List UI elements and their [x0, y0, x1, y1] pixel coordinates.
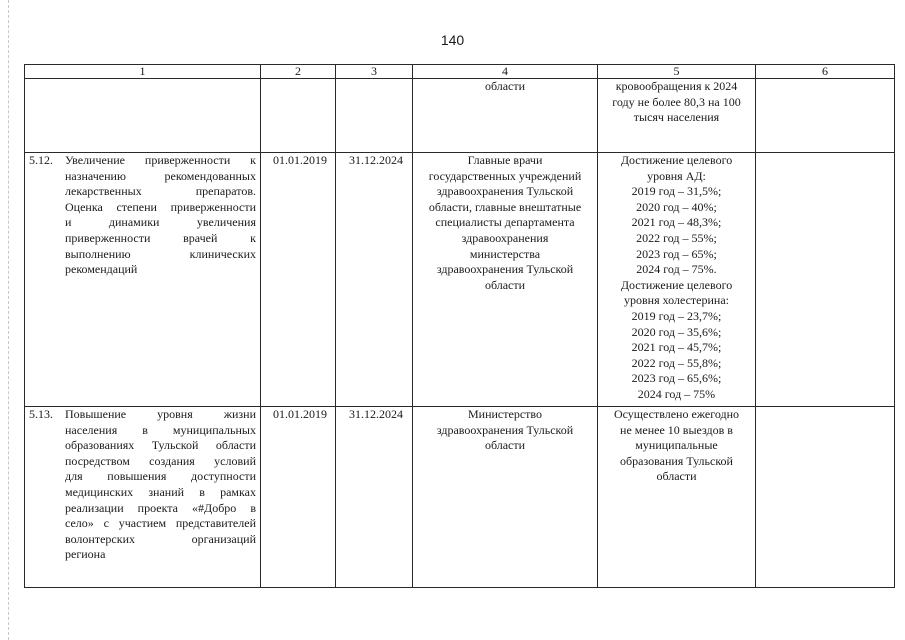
description-line: Увеличение приверженности к [65, 153, 256, 167]
description-line: населения в муниципальных [65, 422, 256, 437]
result-line: Достижение целевого [620, 153, 733, 167]
row-number: 5.12. [29, 153, 53, 167]
description-line: село» с участием представителей [65, 516, 256, 531]
description-line: образованиях Тульской области [65, 438, 256, 453]
description-line: для повышения доступности [65, 469, 256, 484]
responsible-line: специалисты департамента [435, 215, 575, 230]
result-line: 2020 год – 35,6%; [631, 324, 722, 339]
cont-result-line: году не более 80,3 на 100 [612, 94, 741, 109]
description-line: реализации проекта «#Добро в [65, 500, 256, 515]
description-line: рекомендаций [65, 262, 138, 277]
description-line: Повышение уровня жизни [65, 407, 256, 421]
result-line: 2022 год – 55%; [636, 230, 717, 245]
measures-table [24, 64, 895, 588]
result-line: 2023 год – 65,6%; [631, 371, 722, 386]
responsible-line: министерства [469, 246, 541, 261]
result-line: муниципальные [635, 438, 718, 453]
result-line: 2019 год – 23,7%; [631, 308, 722, 323]
result-line: 2022 год – 55,8%; [631, 355, 722, 370]
column-header-2: 2 [261, 65, 336, 79]
cont-col2 [261, 79, 336, 153]
description-line: выполнению клинических [65, 246, 256, 261]
cont-responsible [413, 79, 598, 153]
result-line: Достижение целевого [620, 277, 733, 292]
cont-result [598, 79, 756, 153]
responsible-line: Главные врачи [467, 153, 543, 167]
table-row-5-12 [25, 153, 895, 407]
table-row-5-13 [25, 407, 895, 588]
responsible-line: Министерство [468, 407, 542, 421]
row-5-12-note [756, 153, 895, 407]
cont-col3 [336, 79, 413, 153]
result-line: 2023 год – 65%; [636, 246, 717, 261]
result-line: не менее 10 выездов в [620, 422, 733, 437]
description-line: и динамики увеличения [65, 215, 256, 230]
description-line: приверженности врачей к [65, 230, 256, 245]
row-5-12-end-date: 31.12.2024 [336, 153, 413, 407]
column-header-3: 3 [336, 65, 413, 79]
row-5-13-end-date: 31.12.2024 [336, 407, 413, 588]
responsible-line: области [484, 438, 526, 453]
result-line: 2024 год – 75% [637, 386, 716, 401]
row-5-12-description-cell [25, 153, 261, 407]
cont-note [756, 79, 895, 153]
row-5-13-description-cell [25, 407, 261, 588]
responsible-line: здравоохранения Тульской [436, 184, 574, 199]
page-margin-line [8, 0, 9, 640]
cont-responsible-text: области [484, 79, 526, 93]
result-line: 2021 год – 45,7%; [631, 340, 722, 355]
description-line: волонтерских организаций [65, 531, 256, 546]
column-header-5: 5 [598, 65, 756, 79]
description-line: медицинских знаний в рамках [65, 484, 256, 499]
result-line: уровня АД: [647, 168, 706, 183]
result-line: 2019 год – 31,5%; [631, 184, 722, 199]
result-line: уровня холестерина: [623, 293, 729, 308]
page-number: 140 [440, 32, 465, 48]
description-line: Оценка степени приверженности [65, 199, 256, 214]
row-5-13-result [598, 407, 756, 588]
result-line: 2021 год – 48,3%; [631, 215, 722, 230]
row-5-13-note [756, 407, 895, 588]
result-line: образования Тульской [620, 453, 733, 468]
row-5-12-start-date: 01.01.2019 [261, 153, 336, 407]
row-5-12-result [598, 153, 756, 407]
description-line: посредством создания условий [65, 453, 256, 468]
column-header-1: 1 [25, 65, 261, 79]
result-line: Осуществлено ежегодно [613, 407, 740, 421]
responsible-line: области, главные внештатные [428, 199, 582, 214]
row-number: 5.13. [29, 407, 53, 421]
column-header-4: 4 [413, 65, 598, 79]
cont-result-line: тысяч населения [633, 110, 720, 125]
row-5-13-responsible [413, 407, 598, 588]
cont-col1 [25, 79, 261, 153]
column-header-6: 6 [756, 65, 895, 79]
responsible-line: здравоохранения Тульской [436, 422, 574, 437]
responsible-line: государственных учреждений [428, 168, 582, 183]
row-5-12-responsible [413, 153, 598, 407]
description-line: назначению рекомендованных [65, 168, 256, 183]
continuation-row [25, 79, 895, 153]
cont-result-line: кровообращения к 2024 [615, 79, 738, 93]
responsible-line: здравоохранения [461, 230, 549, 245]
header-row [25, 65, 895, 79]
result-line: 2024 год – 75%. [636, 262, 717, 277]
result-line: области [656, 469, 697, 484]
result-line: 2020 год – 40%; [636, 199, 717, 214]
responsible-line: здравоохранения Тульской [436, 262, 574, 277]
row-5-13-start-date: 01.01.2019 [261, 407, 336, 588]
responsible-line: области [484, 277, 526, 292]
description-line: региона [65, 547, 106, 562]
description-line: лекарственных препаратов. [65, 184, 256, 199]
